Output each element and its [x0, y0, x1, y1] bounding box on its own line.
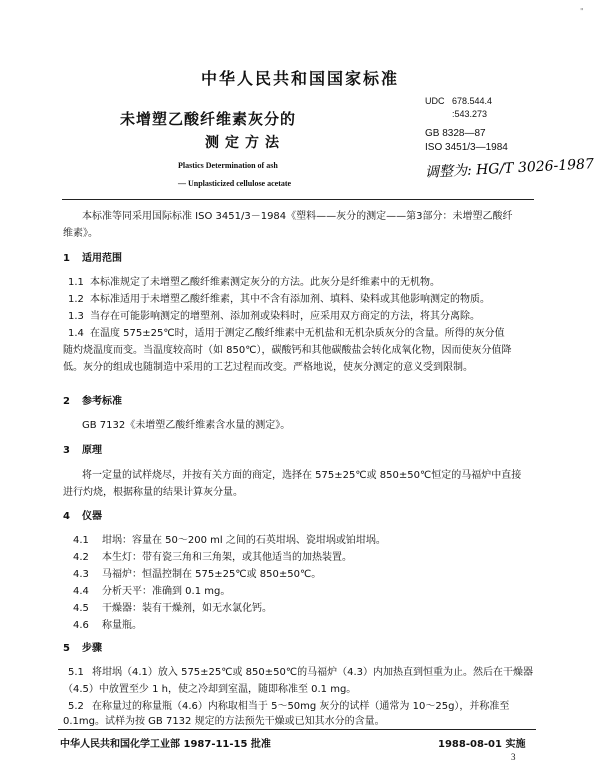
item-5-1-line-2: （4.5）中放置至少 1 h，使之冷却到室温，随即称准至 0.1 mg。: [63, 684, 357, 695]
item-4-1-number: 4.1: [73, 535, 89, 546]
section-1-title: 适用范围: [82, 253, 122, 264]
item-5-1-line-1: 将坩埚（4.1）放入 575±25℃或 850±50℃的马福炉（4.3）内加热直到恒重为止。然后在干燥器: [92, 667, 534, 678]
item-4-3-text: 马福炉：恒温控制在 575±25℃或 850±50℃。: [102, 569, 322, 580]
udc-label: UDC: [425, 96, 445, 106]
page-number: 3: [511, 752, 516, 762]
top-divider: [62, 199, 534, 200]
item-5-2-line-2: 0.1mg。试样为按 GB 7132 规定的方法预先干燥或已知其水分的含量。: [63, 716, 385, 727]
item-1-1-text: 本标准规定了未增塑乙酸纤维素测定灰分的方法。此灰分是纤维素中的无机物。: [90, 277, 440, 288]
document-title-line-2: 测定方法: [205, 135, 285, 151]
item-4-1-text: 坩埚：容量在 50～200 ml 之间的石英坩埚、瓷坩埚或铂坩埚。: [102, 535, 386, 546]
item-1-4-number: 1.4: [68, 328, 84, 339]
udc-code-1: 678.544.4: [452, 96, 493, 106]
section-3-number: 3: [63, 445, 70, 456]
section-1-number: 1: [63, 253, 70, 264]
section-3-title: 原理: [82, 445, 102, 456]
item-4-2-number: 4.2: [73, 552, 89, 563]
approval-line: 中华人民共和国化学工业部 1987-11-15 批准: [60, 739, 271, 750]
item-4-3-number: 4.3: [73, 569, 89, 580]
page-corner-mark: ": [580, 7, 584, 16]
item-1-2-number: 1.2: [68, 294, 84, 305]
item-1-4-line-3: 低。灰分的组成也随制造中采用的工艺过程而改变。严格地说，使灰分测定的意义受到限制。: [63, 362, 473, 373]
item-1-4-line-2: 随灼烧温度而变。当温度较高时（如 850℃），碳酸钙和其他碳酸盐会转化成氧化物，因而使灰分值降: [63, 345, 512, 356]
bottom-divider: [58, 729, 536, 730]
standard-header: 中华人民共和国国家标准: [200, 69, 399, 88]
intro-line-2: 维素》。: [63, 228, 98, 239]
item-4-4-text: 分析天平：准确到 0.1 mg。: [102, 586, 231, 597]
section-2-number: 2: [63, 396, 70, 407]
udc-code-2: :543.273: [452, 109, 488, 119]
item-4-6-number: 4.6: [73, 620, 89, 631]
section-2-title: 参考标准: [82, 396, 122, 407]
item-4-6-text: 称量瓶。: [102, 620, 142, 631]
section-3-line-1: 将一定量的试样烧尽，并按有关方面的商定，选择在 575±25℃或 850±50℃恒定的马福炉中直接: [82, 470, 522, 481]
item-5-2-line-1: 在称量过的称量瓶（4.6）内称取相当于 5～50mg 灰分的试样（通常为 10～25g），并称准至: [92, 701, 510, 712]
item-4-4-number: 4.4: [73, 586, 89, 597]
gb-code: GB 8328—87: [425, 128, 486, 139]
item-1-3-text: 当存在可能影响测定的增塑剂、添加剂或染料时，应采用双方商定的方法，将其分离除。: [90, 311, 480, 322]
section-2-body: GB 7132《未增塑乙酸纤维素含水量的测定》。: [82, 420, 291, 431]
item-1-4-line-1: 在温度 575±25℃时，适用于测定乙酸纤维素中无机盐和无机杂质灰分的含量。所得的灰分值: [90, 328, 505, 339]
english-title-line-2: — Unplasticized cellulose acetate: [178, 179, 292, 188]
item-5-2-number: 5.2: [68, 701, 84, 712]
section-3-line-2: 进行灼烧，根据称量的结果计算灰分量。: [63, 487, 243, 498]
section-5-title: 步骤: [82, 643, 102, 654]
item-4-5-number: 4.5: [73, 603, 89, 614]
item-4-2-text: 本生灯：带有瓷三角和三角架，或其他适当的加热装置。: [102, 552, 352, 563]
item-4-5-text: 干燥器：装有干燥剂，如无水氯化钙。: [102, 603, 272, 614]
section-5-number: 5: [63, 643, 70, 654]
iso-code: ISO 3451/3—1984: [425, 142, 508, 153]
item-1-1-number: 1.1: [68, 277, 84, 288]
section-4-title: 仪器: [82, 511, 102, 522]
handwritten-annotation: 调整为: HG/T 3026-1987: [424, 156, 595, 181]
item-5-1-number: 5.1: [68, 667, 84, 678]
item-1-3-number: 1.3: [68, 311, 84, 322]
document-title-line-1: 未增塑乙酸纤维素灰分的: [120, 110, 297, 128]
english-title-line-1: Plastics Determination of ash: [178, 161, 278, 170]
item-1-2-text: 本标准适用于未增塑乙酸纤维素，其中不含有添加剂、填料、染料或其他影响测定的物质。: [90, 294, 490, 305]
intro-line-1: 本标准等同采用国际标准 ISO 3451/3－1984《塑料——灰分的测定——第3部分：未增塑乙酸纤: [82, 211, 513, 222]
effective-date: 1988-08-01 实施: [438, 739, 526, 750]
section-4-number: 4: [63, 511, 70, 522]
